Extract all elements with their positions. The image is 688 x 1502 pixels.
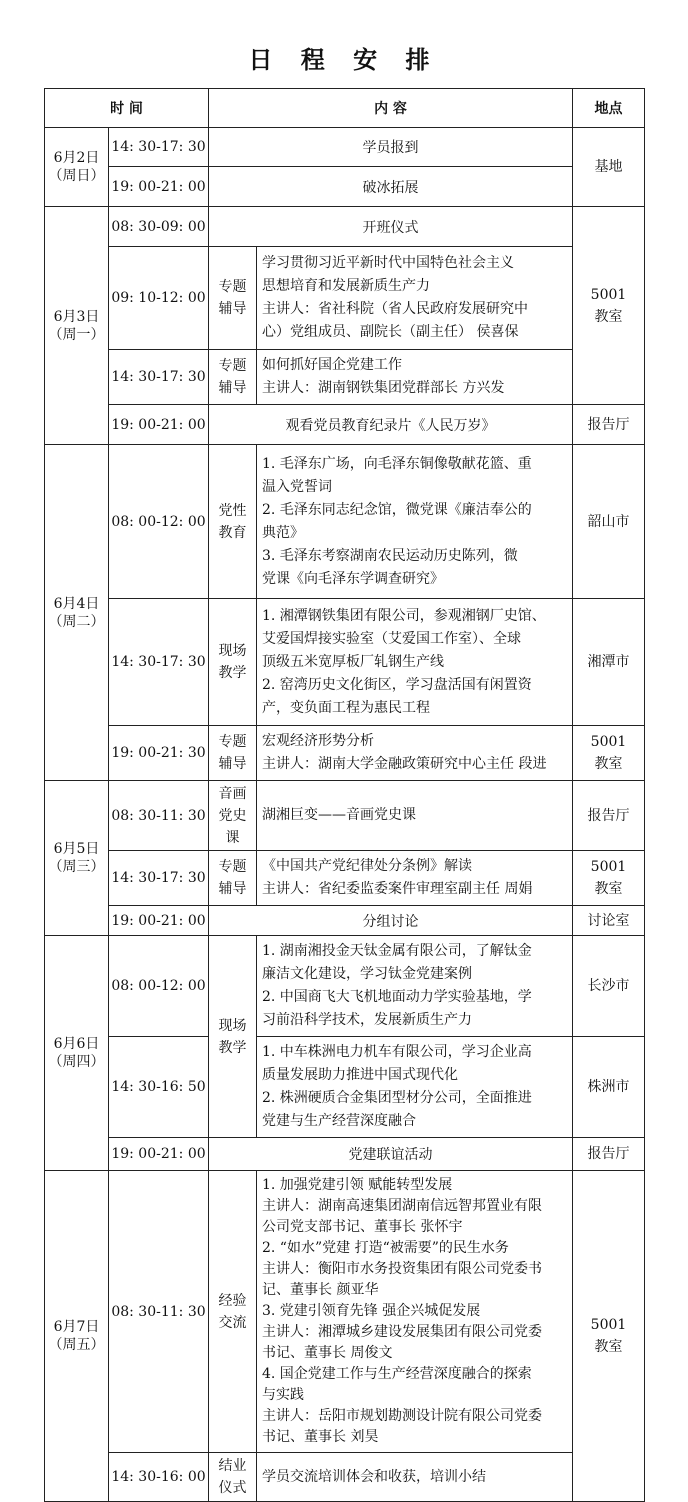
- category-line: 辅导: [218, 756, 247, 772]
- content-line: 2. 窑湾历史文化街区，学习盘活国有闲置资: [262, 676, 532, 693]
- date-cell: [45, 936, 109, 1171]
- location-cell: 株洲市: [573, 1037, 645, 1138]
- category-line: 专题: [218, 279, 247, 295]
- time-cell: 08: 30-09: 00: [109, 207, 209, 247]
- content-line: 学习贯彻习近平新时代中国特色社会主义: [262, 255, 514, 271]
- content-line: 湖湘巨变——音画党史课: [262, 807, 416, 823]
- content-line: 4. 国企党建工作与生产经营深度融合的探索: [262, 1366, 532, 1382]
- content-cell: 观看党员教育纪录片《人民万岁》: [209, 405, 573, 445]
- content-line: 质量发展助力推进中国式现代化: [262, 1067, 458, 1083]
- table-row: [45, 781, 645, 851]
- table-row: [45, 445, 645, 599]
- content-line: 记、董事长 颜亚华: [262, 1282, 379, 1298]
- category-cell: [209, 1171, 257, 1453]
- time-cell: 19: 00-21: 00: [109, 906, 209, 936]
- table-row: [45, 936, 645, 1037]
- category-line: 仪式: [218, 1480, 247, 1496]
- content-line: 如何抓好国企党建工作: [262, 357, 402, 373]
- category-cell: [209, 851, 257, 906]
- location-cell: 报告厅: [573, 781, 645, 851]
- content-line: 主讲人：湖南钢铁集团党群部长 方兴发: [262, 380, 505, 396]
- content-line: 1. 中车株洲电力机车有限公司，学习企业高: [262, 1044, 532, 1060]
- time-cell: 08: 30-11: 30: [109, 781, 209, 851]
- content-cell: [257, 350, 573, 405]
- content-line: 1. 湖南湘投金天钛金属有限公司，了解钛金: [262, 943, 532, 959]
- category-line: 交流: [218, 1314, 247, 1331]
- content-line: 宏观经济形势分析: [262, 733, 374, 749]
- table-row: [45, 1037, 645, 1138]
- time-cell: 14: 30-16: 00: [109, 1453, 209, 1502]
- table-row: [45, 350, 645, 405]
- weekday-text: （周一）: [48, 326, 105, 343]
- date-text: 6月4日: [53, 595, 100, 612]
- category-line: 现场: [218, 1017, 247, 1034]
- content-line: 廉洁文化建设，学习钛金党建案例: [262, 966, 472, 982]
- location-line: 教室: [594, 756, 623, 772]
- content-cell: 破冰拓展: [209, 167, 573, 207]
- category-line: 专题: [218, 358, 247, 374]
- content-line: 主讲人：湘潭城乡建设发展集团有限公司党委: [262, 1324, 542, 1340]
- location-line: 5001: [590, 1317, 627, 1333]
- location-cell: 基地: [573, 128, 645, 207]
- table-row: [45, 1171, 645, 1453]
- location-line: 教室: [594, 1339, 623, 1355]
- table-row: [45, 247, 645, 350]
- header-time: 时 间: [45, 89, 209, 128]
- time-cell: 14: 30-17: 30: [109, 350, 209, 405]
- content-line: 2. 中国商飞大飞机地面动力学实验基地，学: [262, 989, 532, 1005]
- location-cell: 长沙市: [573, 936, 645, 1037]
- date-text: 6月3日: [53, 308, 100, 325]
- weekday-text: （周二）: [48, 613, 105, 630]
- location-line: 教室: [594, 308, 623, 325]
- time-cell: 19: 00-21: 00: [109, 1138, 209, 1171]
- content-cell: [257, 1453, 573, 1502]
- category-cell: [209, 247, 257, 350]
- date-text: 6月5日: [53, 841, 100, 857]
- content-line: 1. 加强党建引领 赋能转型发展: [262, 1177, 453, 1193]
- category-line: 党史: [218, 807, 247, 824]
- category-cell: [209, 599, 257, 726]
- content-cell: [257, 247, 573, 350]
- content-line: 主讲人：湖南高速集团湖南信远智邦置业有限: [262, 1198, 542, 1214]
- time-cell: 14: 30-17: 30: [109, 128, 209, 167]
- content-cell: [257, 726, 573, 781]
- header-content: 内 容: [209, 89, 573, 128]
- location-cell: [573, 726, 645, 781]
- location-cell: [573, 207, 645, 405]
- location-cell: 韶山市: [573, 445, 645, 599]
- content-line: 习前沿科学技术，发展新质生产力: [262, 1012, 472, 1028]
- time-cell: 19: 00-21: 00: [109, 405, 209, 445]
- content-line: 主讲人：省社科院（省人民政府发展研究中: [262, 301, 528, 317]
- content-line: 公司党支部书记、董事长 张怀宇: [262, 1219, 463, 1235]
- location-line: 5001: [590, 859, 627, 875]
- category-cell: [209, 445, 257, 599]
- time-cell: 14: 30-16: 50: [109, 1037, 209, 1138]
- category-line: 教学: [218, 1039, 247, 1056]
- content-line: 2. 株洲硬质合金集团型材分公司，全面推进: [262, 1090, 532, 1106]
- category-line: 教育: [218, 524, 247, 541]
- content-line: 与实践: [262, 1387, 304, 1403]
- content-line: 艾爱国焊接实验室（艾爱国工作室）、全球: [262, 630, 521, 647]
- date-cell: [45, 781, 109, 936]
- content-line: 书记、董事长 刘昊: [262, 1429, 379, 1445]
- location-cell: 讨论室: [573, 906, 645, 936]
- content-cell: [257, 936, 573, 1037]
- content-line: 主讲人：衡阳市水务投资集团有限公司党委书: [262, 1261, 542, 1277]
- date-cell: [45, 207, 109, 445]
- category-line: 课: [225, 829, 240, 846]
- weekday-text: （周五）: [48, 1337, 105, 1353]
- location-cell: [573, 851, 645, 906]
- date-cell: [45, 445, 109, 781]
- time-cell: 14: 30-17: 30: [109, 599, 209, 726]
- content-line: 《中国共产党纪律处分条例》解读: [262, 858, 472, 874]
- content-line: 党建与生产经营深度融合: [262, 1113, 416, 1129]
- category-line: 辅导: [218, 380, 247, 396]
- category-line: 辅导: [218, 881, 247, 897]
- location-line: 5001: [590, 734, 627, 750]
- date-cell: [45, 1171, 109, 1502]
- table-row: [45, 726, 645, 781]
- time-cell: 19: 00-21: 00: [109, 167, 209, 207]
- category-cell: [209, 936, 257, 1138]
- content-line: 思想培育和发展新质生产力: [262, 278, 430, 294]
- weekday-text: （周日）: [48, 168, 105, 184]
- table-row: [45, 851, 645, 906]
- weekday-text: （周四）: [48, 1054, 105, 1070]
- content-cell: [257, 1171, 573, 1453]
- content-line: 党课《向毛泽东学调查研究》: [262, 570, 444, 587]
- time-cell: 08: 00-12: 00: [109, 936, 209, 1037]
- category-line: 教学: [218, 665, 247, 681]
- category-cell: [209, 781, 257, 851]
- time-cell: 08: 00-12: 00: [109, 445, 209, 599]
- content-cell: 分组讨论: [209, 906, 573, 936]
- category-cell: [209, 350, 257, 405]
- content-cell: 开班仪式: [209, 207, 573, 247]
- page-title: 日 程 安 排: [248, 45, 440, 74]
- header-row: [45, 89, 645, 128]
- time-cell: 19: 00-21: 30: [109, 726, 209, 781]
- content-cell: [257, 445, 573, 599]
- table-row: [45, 599, 645, 726]
- date-text: 6月7日: [53, 1319, 100, 1335]
- time-cell: 09: 10-12: 00: [109, 247, 209, 350]
- location-line: 5001: [590, 286, 627, 303]
- content-cell: [257, 1037, 573, 1138]
- content-cell: [257, 781, 573, 851]
- content-line: 1. 湘潭钢铁集团有限公司，参观湘钢厂史馆、: [262, 607, 546, 624]
- table-row: [45, 906, 645, 936]
- content-line: 学员交流培训体会和收获，培训小结: [262, 1468, 486, 1485]
- table-row: [45, 207, 645, 247]
- content-line: 书记、董事长 周俊文: [262, 1345, 393, 1361]
- category-line: 辅导: [218, 301, 247, 317]
- content-line: 产，变负面工程为惠民工程: [262, 699, 430, 716]
- location-cell: 湘潭市: [573, 599, 645, 726]
- content-line: 主讲人：省纪委监委案件审理室副主任 周娟: [262, 881, 533, 897]
- weekday-text: （周三）: [48, 859, 105, 875]
- category-cell: [209, 1453, 257, 1502]
- category-line: 专题: [218, 859, 247, 875]
- content-line: 顶级五米宽厚板厂轧钢生产线: [262, 653, 444, 670]
- content-line: 温入党誓词: [262, 478, 332, 495]
- content-cell: [257, 851, 573, 906]
- category-line: 现场: [218, 643, 247, 659]
- location-cell: 报告厅: [573, 1138, 645, 1171]
- table-row: [45, 1138, 645, 1171]
- content-line: 2. 毛泽东同志纪念馆，微党课《廉洁奉公的: [262, 501, 532, 518]
- content-line: 3. 党建引领育先锋 强企兴城促发展: [262, 1303, 481, 1319]
- category-line: 专题: [218, 734, 247, 750]
- content-line: 1. 毛泽东广场，向毛泽东铜像敬献花篮、重: [262, 455, 532, 472]
- time-cell: 08: 30-11: 30: [109, 1171, 209, 1453]
- table-row: [45, 128, 645, 167]
- location-cell: 报告厅: [573, 405, 645, 445]
- date-cell: [45, 128, 109, 207]
- table-row: [45, 1453, 645, 1502]
- category-line: 经验: [218, 1292, 247, 1309]
- content-line: 主讲人：岳阳市规划勘测设计院有限公司党委: [262, 1408, 542, 1424]
- content-line: 3. 毛泽东考察湖南农民运动历史陈列，微: [262, 547, 518, 564]
- time-cell: 14: 30-17: 30: [109, 851, 209, 906]
- content-cell: [257, 599, 573, 726]
- location-cell: [573, 1171, 645, 1502]
- category-line: 结业: [218, 1458, 247, 1474]
- date-text: 6月2日: [53, 150, 100, 166]
- content-line: 典范》: [262, 524, 304, 541]
- location-line: 教室: [594, 881, 623, 897]
- header-location: 地点: [573, 89, 645, 128]
- content-line: 2. “如水”党建 打造“被需要”的民生水务: [262, 1240, 509, 1256]
- content-line: 主讲人：湖南大学金融政策研究中心主任 段进: [262, 756, 547, 772]
- category-line: 党性: [218, 502, 247, 519]
- category-cell: [209, 726, 257, 781]
- content-line: 心）党组成员、副院长（副主任） 侯喜保: [262, 324, 519, 340]
- date-text: 6月6日: [53, 1036, 100, 1052]
- table-row: [45, 167, 645, 207]
- schedule-table: [44, 88, 645, 1502]
- category-line: 音画: [218, 785, 247, 802]
- table-row: [45, 405, 645, 445]
- content-cell: 学员报到: [209, 128, 573, 167]
- content-cell: 党建联谊活动: [209, 1138, 573, 1171]
